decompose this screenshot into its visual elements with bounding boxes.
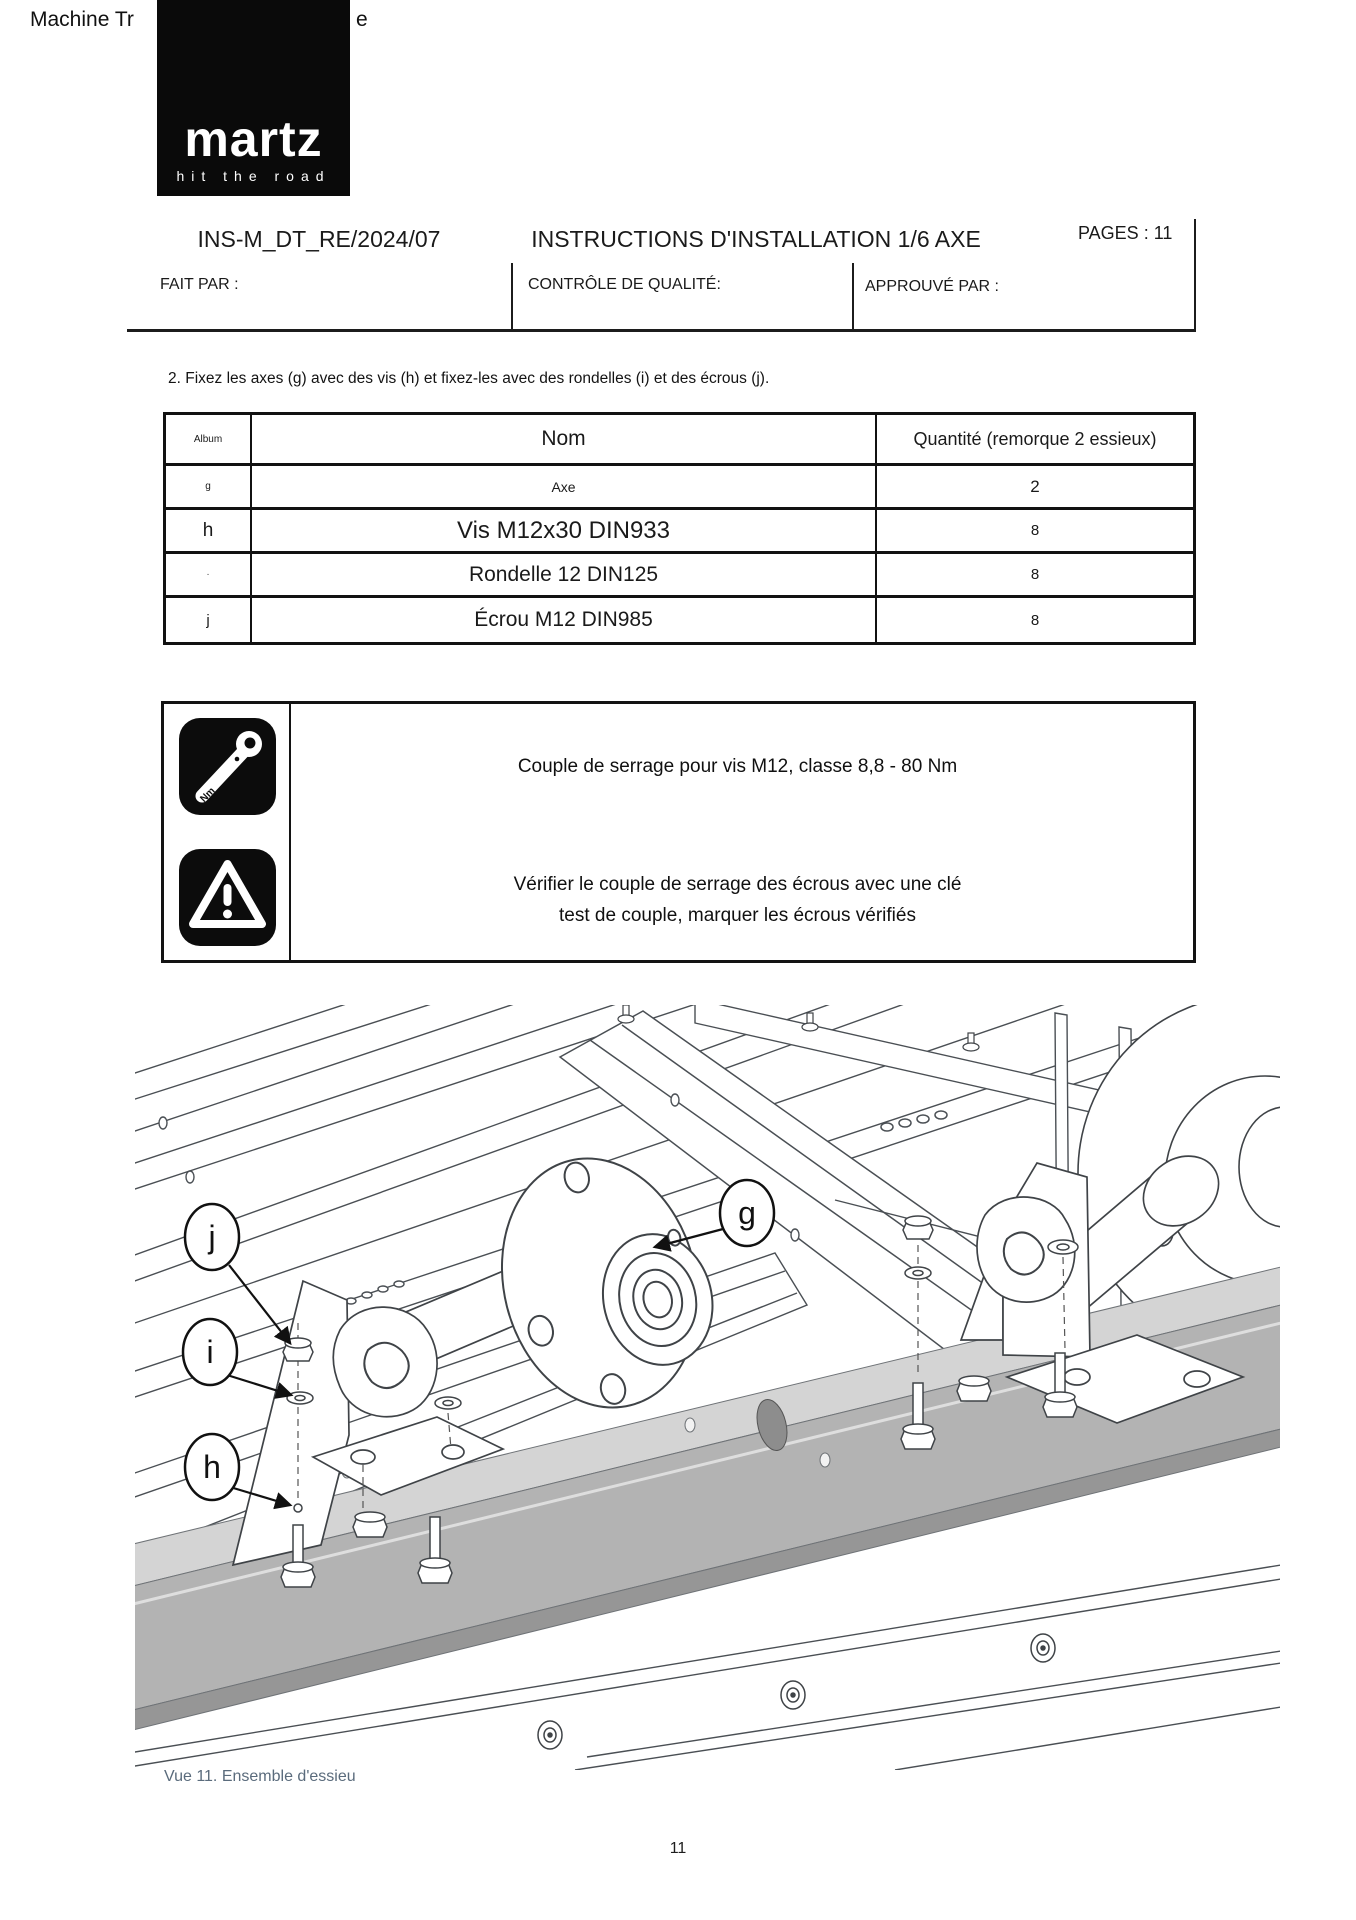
header-right-border xyxy=(1194,219,1196,332)
warning-triangle-icon xyxy=(178,848,277,947)
step-instruction: 2. Fixez les axes (g) avec des vis (h) et fixez-les avec des rondelles (i) et des écrous (j). xyxy=(168,370,770,387)
logo-wordmark: martz xyxy=(184,111,323,167)
row-g-qty: 2 xyxy=(877,466,1193,510)
martz-logo xyxy=(157,0,350,196)
check-torque-line1: Vérifier le couple de serrage des écrous avec une clé xyxy=(513,874,962,895)
machine-title-fragment-left: Machine Tr xyxy=(30,8,134,31)
machine-title-fragment-right: e xyxy=(356,8,368,31)
row-i-name: Rondelle 12 DIN125 xyxy=(252,554,877,598)
row-h-name: Vis M12x30 DIN933 xyxy=(252,510,877,554)
parts-table xyxy=(163,412,1196,645)
check-torque-notice-text xyxy=(294,869,1181,931)
row-i-qty: 8 xyxy=(877,554,1193,598)
header-bottom-border xyxy=(127,329,1196,332)
approved-by-label: APPROUVÉ PAR : xyxy=(865,278,999,295)
row-h-ref: h xyxy=(166,510,252,554)
notice-divider xyxy=(289,704,291,960)
made-by-label: FAIT PAR : xyxy=(160,276,239,293)
logo-tagline: hit the road xyxy=(176,168,331,184)
callout-h-label: h xyxy=(203,1449,221,1485)
callout-g-label: g xyxy=(738,1195,756,1231)
row-j-name: Écrou M12 DIN985 xyxy=(252,598,877,642)
figure-caption: Vue 11. Ensemble d'essieu xyxy=(164,1768,356,1785)
row-j-qty: 8 xyxy=(877,598,1193,642)
col-header-album: Album xyxy=(166,415,252,466)
check-torque-line2: test de couple, marquer les écrous vérifiés xyxy=(559,905,916,926)
header-divider-1 xyxy=(511,263,513,329)
callout-i-label: i xyxy=(206,1334,214,1370)
bottom-washers xyxy=(538,1634,1055,1749)
row-g-name: Axe xyxy=(252,466,877,510)
page-number: 11 xyxy=(669,1840,687,1857)
row-h-qty: 8 xyxy=(877,510,1193,554)
row-j-ref: j xyxy=(166,598,252,642)
torque-icon-label: Nm xyxy=(198,785,218,805)
pages-label: PAGES : 11 xyxy=(1078,223,1173,243)
doc-title: INSTRUCTIONS D'INSTALLATION 1/6 AXE xyxy=(531,226,981,252)
row-i-ref: · xyxy=(166,554,252,598)
col-header-nom: Nom xyxy=(252,415,877,466)
row-g-ref: g xyxy=(166,466,252,510)
torque-wrench-icon xyxy=(178,717,277,816)
doc-reference: INS-M_DT_RE/2024/07 xyxy=(197,226,441,252)
col-header-quantite: Quantité (remorque 2 essieux) xyxy=(877,415,1193,466)
quality-control-label: CONTRÔLE DE QUALITÉ: xyxy=(528,276,721,293)
axle-assembly-figure xyxy=(135,1005,1280,1770)
callout-j-label: j xyxy=(208,1219,216,1255)
torque-notice-text: Couple de serrage pour vis M12, classe 8,8 - 80 Nm xyxy=(517,756,958,777)
header-divider-2 xyxy=(852,263,854,329)
notice-box xyxy=(161,701,1196,963)
